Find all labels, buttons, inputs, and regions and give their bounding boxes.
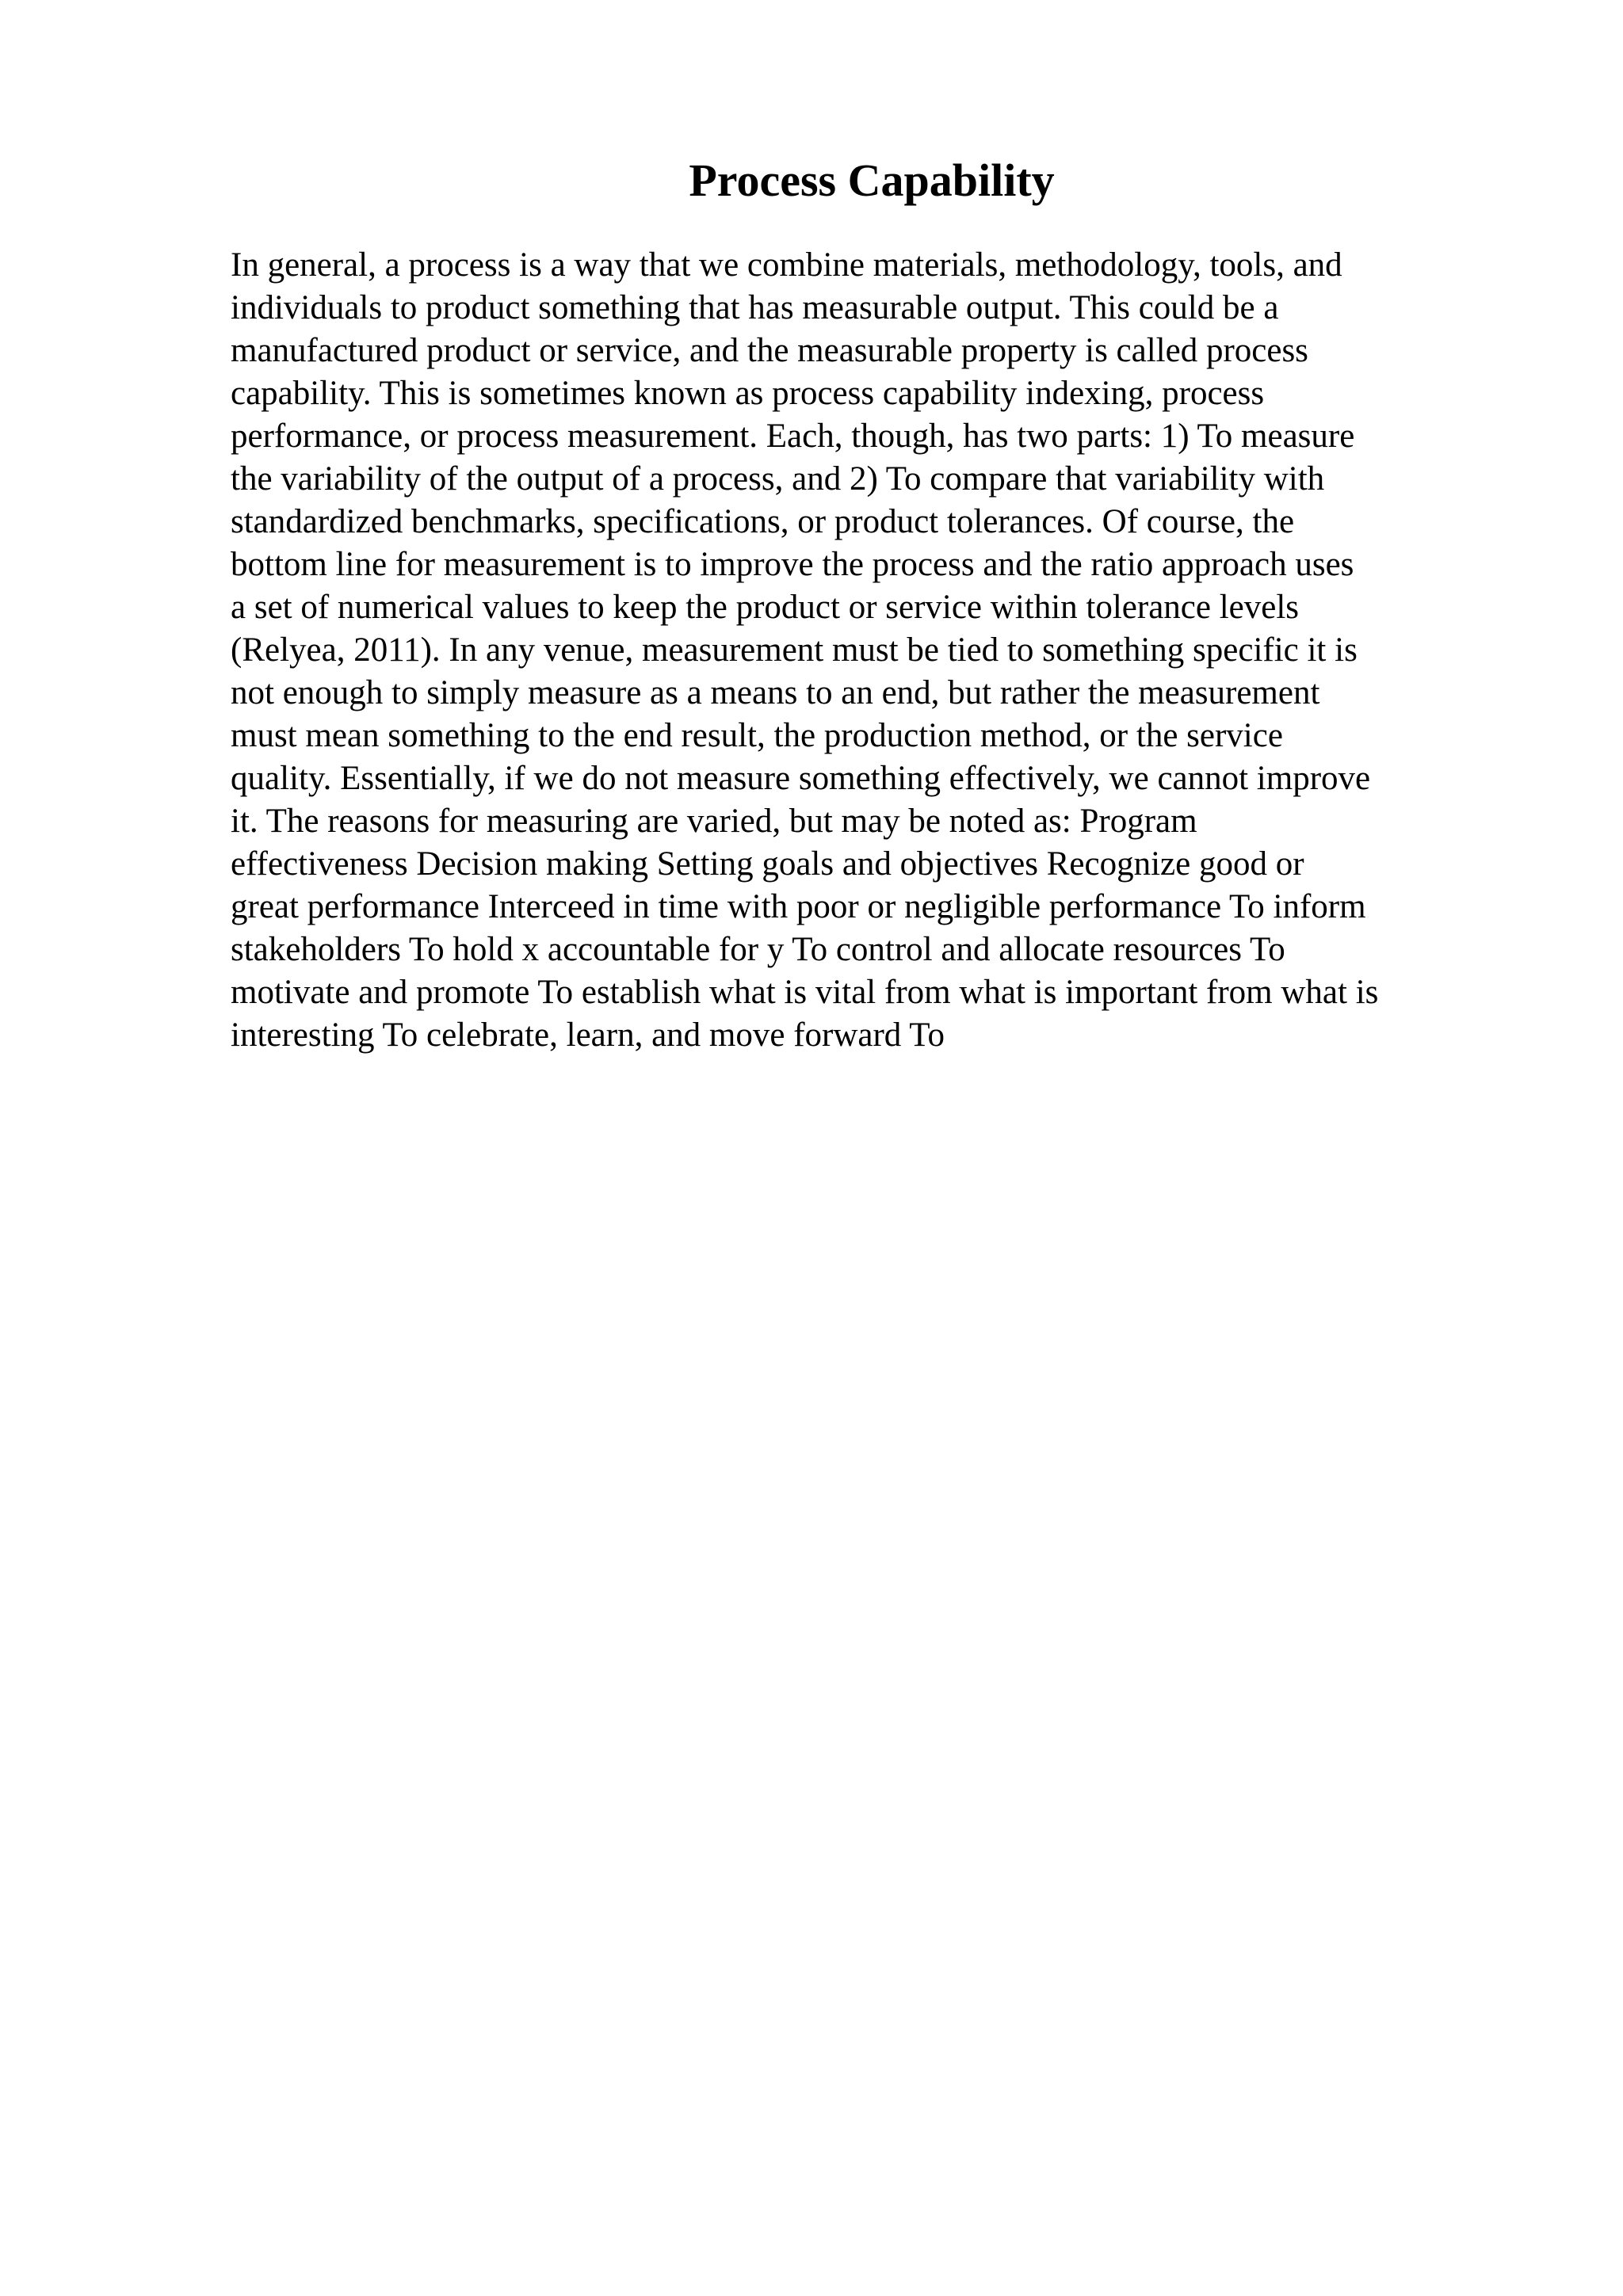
body-line: capability. This is sometimes known as process capability indexing, process (231, 375, 1265, 412)
body-line: standardized benchmarks, specifications, or product tolerances. Of course, the (231, 503, 1295, 540)
body-line: performance, or process measurement. Each, though, has two parts: 1) To measure (231, 418, 1355, 455)
body-line: it. The reasons for measuring are varied, but may be noted as: Program (231, 803, 1197, 840)
body-line: In general, a process is a way that we combine materials, methodology, tools, and (231, 246, 1342, 284)
body-line: motivate and promote To establish what is vital from what is important from what is (231, 974, 1379, 1011)
body-line: not enough to simply measure as a means to an end, but rather the measurement (231, 674, 1320, 711)
body-line: manufactured product or service, and the measurable property is called process (231, 332, 1308, 369)
body-line: the variability of the output of a process, and 2) To compare that variability with (231, 460, 1325, 498)
body-line: interesting To celebrate, learn, and move forward To (231, 1016, 945, 1054)
body-line: great performance Interceed in time with poor or negligible performance To inform (231, 888, 1366, 925)
body-line: quality. Essentially, if we do not measure something effectively, we cannot improve (231, 760, 1371, 797)
body-line: stakeholders To hold x accountable for y To control and allocate resources To (231, 931, 1285, 968)
body-line: effectiveness Decision making Setting goals and objectives Recognize good or (231, 845, 1304, 883)
body-line: must mean something to the end result, the production method, or the service (231, 717, 1283, 754)
document-title: Process Capability (689, 154, 1055, 206)
body-line: a set of numerical values to keep the product or service within tolerance levels (231, 589, 1300, 626)
body-line: (Relyea, 2011). In any venue, measurement must be tied to something specific it is (231, 631, 1358, 669)
document-body (231, 244, 1499, 1057)
body-line: individuals to product something that has measurable output. This could be a (231, 289, 1279, 326)
body-line: bottom line for measurement is to improve the process and the ratio approach uses (231, 546, 1354, 583)
